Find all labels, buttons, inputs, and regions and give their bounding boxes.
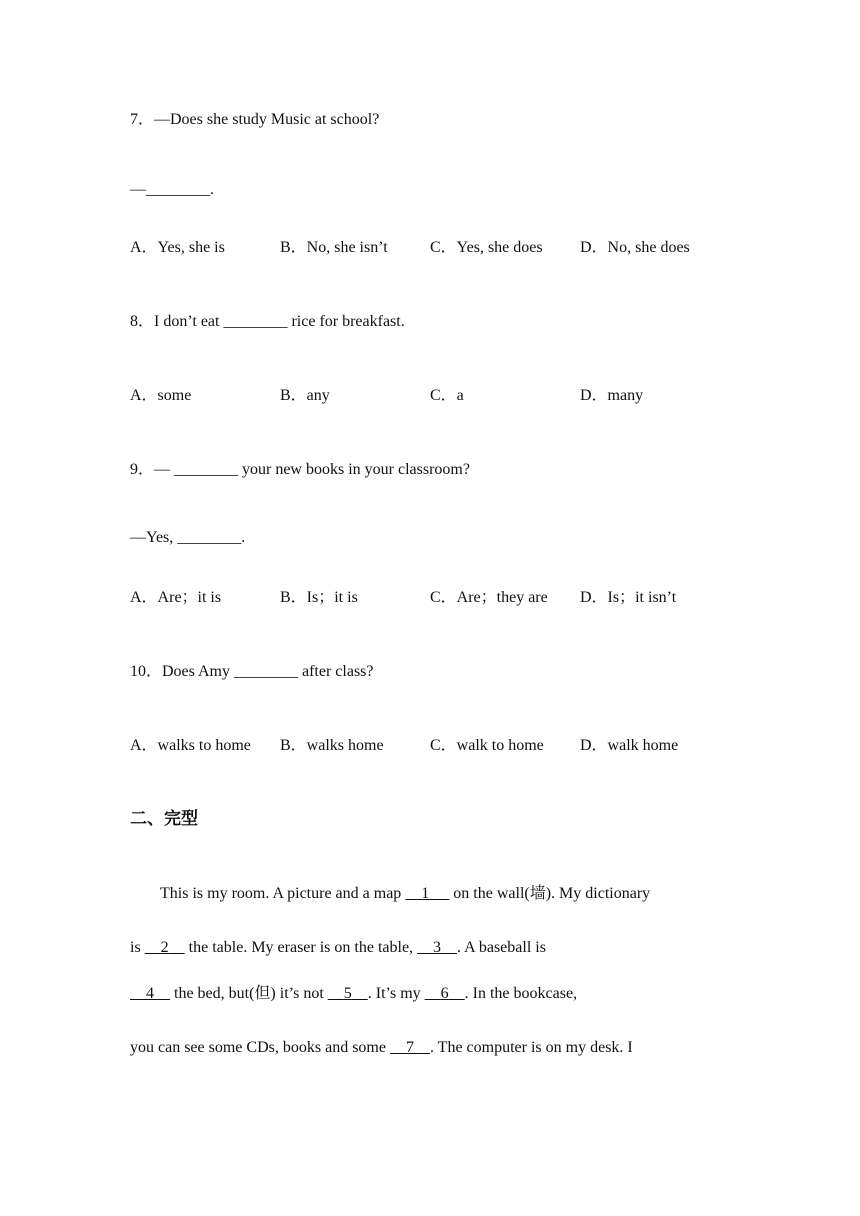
cloze-blank-5: 5	[343, 985, 352, 1002]
passage-text: on the wall(墙). My dictionary	[449, 885, 651, 902]
cloze-blank-7: 7	[405, 1039, 414, 1056]
question-10-stem: 10．Does Amy ________ after class?	[130, 663, 374, 680]
section-title: 二、完型	[130, 809, 198, 829]
question-7-option-b: B．No, she isn’t	[280, 239, 388, 256]
passage-text: the bed, but(但) it’s not	[170, 985, 328, 1002]
cloze-blank-3: 3	[433, 939, 442, 956]
passage-text: This is my room. A picture and a map	[160, 885, 406, 902]
question-10-option-c: C．walk to home	[430, 737, 544, 754]
question-9-option-c: C．Are；they are	[430, 589, 548, 606]
passage-text: . In the bookcase,	[464, 985, 578, 1002]
cloze-blank-2: 2	[160, 939, 169, 956]
question-9-option-b: B．Is；it is	[280, 589, 358, 606]
question-7-stem: 7．—Does she study Music at school?	[130, 111, 380, 128]
cloze-blank-6: 6	[440, 985, 449, 1002]
question-8-option-b: B．any	[280, 387, 330, 404]
passage-line-4	[130, 1038, 633, 1058]
question-9-stem: 9．— ________ your new books in your classroom?	[130, 461, 470, 478]
question-10-option-d: D．walk home	[580, 737, 679, 754]
question-8-option-a: A．some	[130, 387, 192, 404]
question-7-option-d: D．No, she does	[580, 239, 690, 256]
question-9-option-d: D．Is；it isn’t	[580, 589, 677, 606]
passage-text: you can see some CDs, books and some	[130, 1039, 390, 1056]
question-8-option-c: C．a	[430, 387, 464, 404]
passage-text: the table. My eraser is on the table,	[184, 939, 418, 956]
passage-text: is	[130, 939, 145, 956]
passage-text: . A baseball is	[457, 939, 546, 956]
passage-line-2	[130, 938, 546, 958]
cloze-blank-1: 1	[421, 885, 430, 902]
cloze-blank-4: 4	[146, 985, 154, 1002]
question-10-option-a: A．walks to home	[130, 737, 251, 754]
question-10-option-b: B．walks home	[280, 737, 384, 754]
question-9-answer-line: —Yes, ________.	[130, 529, 246, 546]
passage-text: . It’s my	[367, 985, 425, 1002]
question-7-answer-line: —________.	[130, 181, 214, 198]
passage-line-3	[130, 984, 577, 1004]
question-7-option-a: A．Yes, she is	[130, 239, 225, 256]
question-8-option-d: D．many	[580, 387, 644, 404]
question-9-option-a: A．Are；it is	[130, 589, 222, 606]
passage-line-1	[160, 884, 650, 904]
question-8-stem: 8．I don’t eat ________ rice for breakfast.	[130, 313, 405, 330]
question-7-option-c: C．Yes, she does	[430, 239, 543, 256]
passage-text: . The computer is on my desk. I	[429, 1039, 633, 1056]
